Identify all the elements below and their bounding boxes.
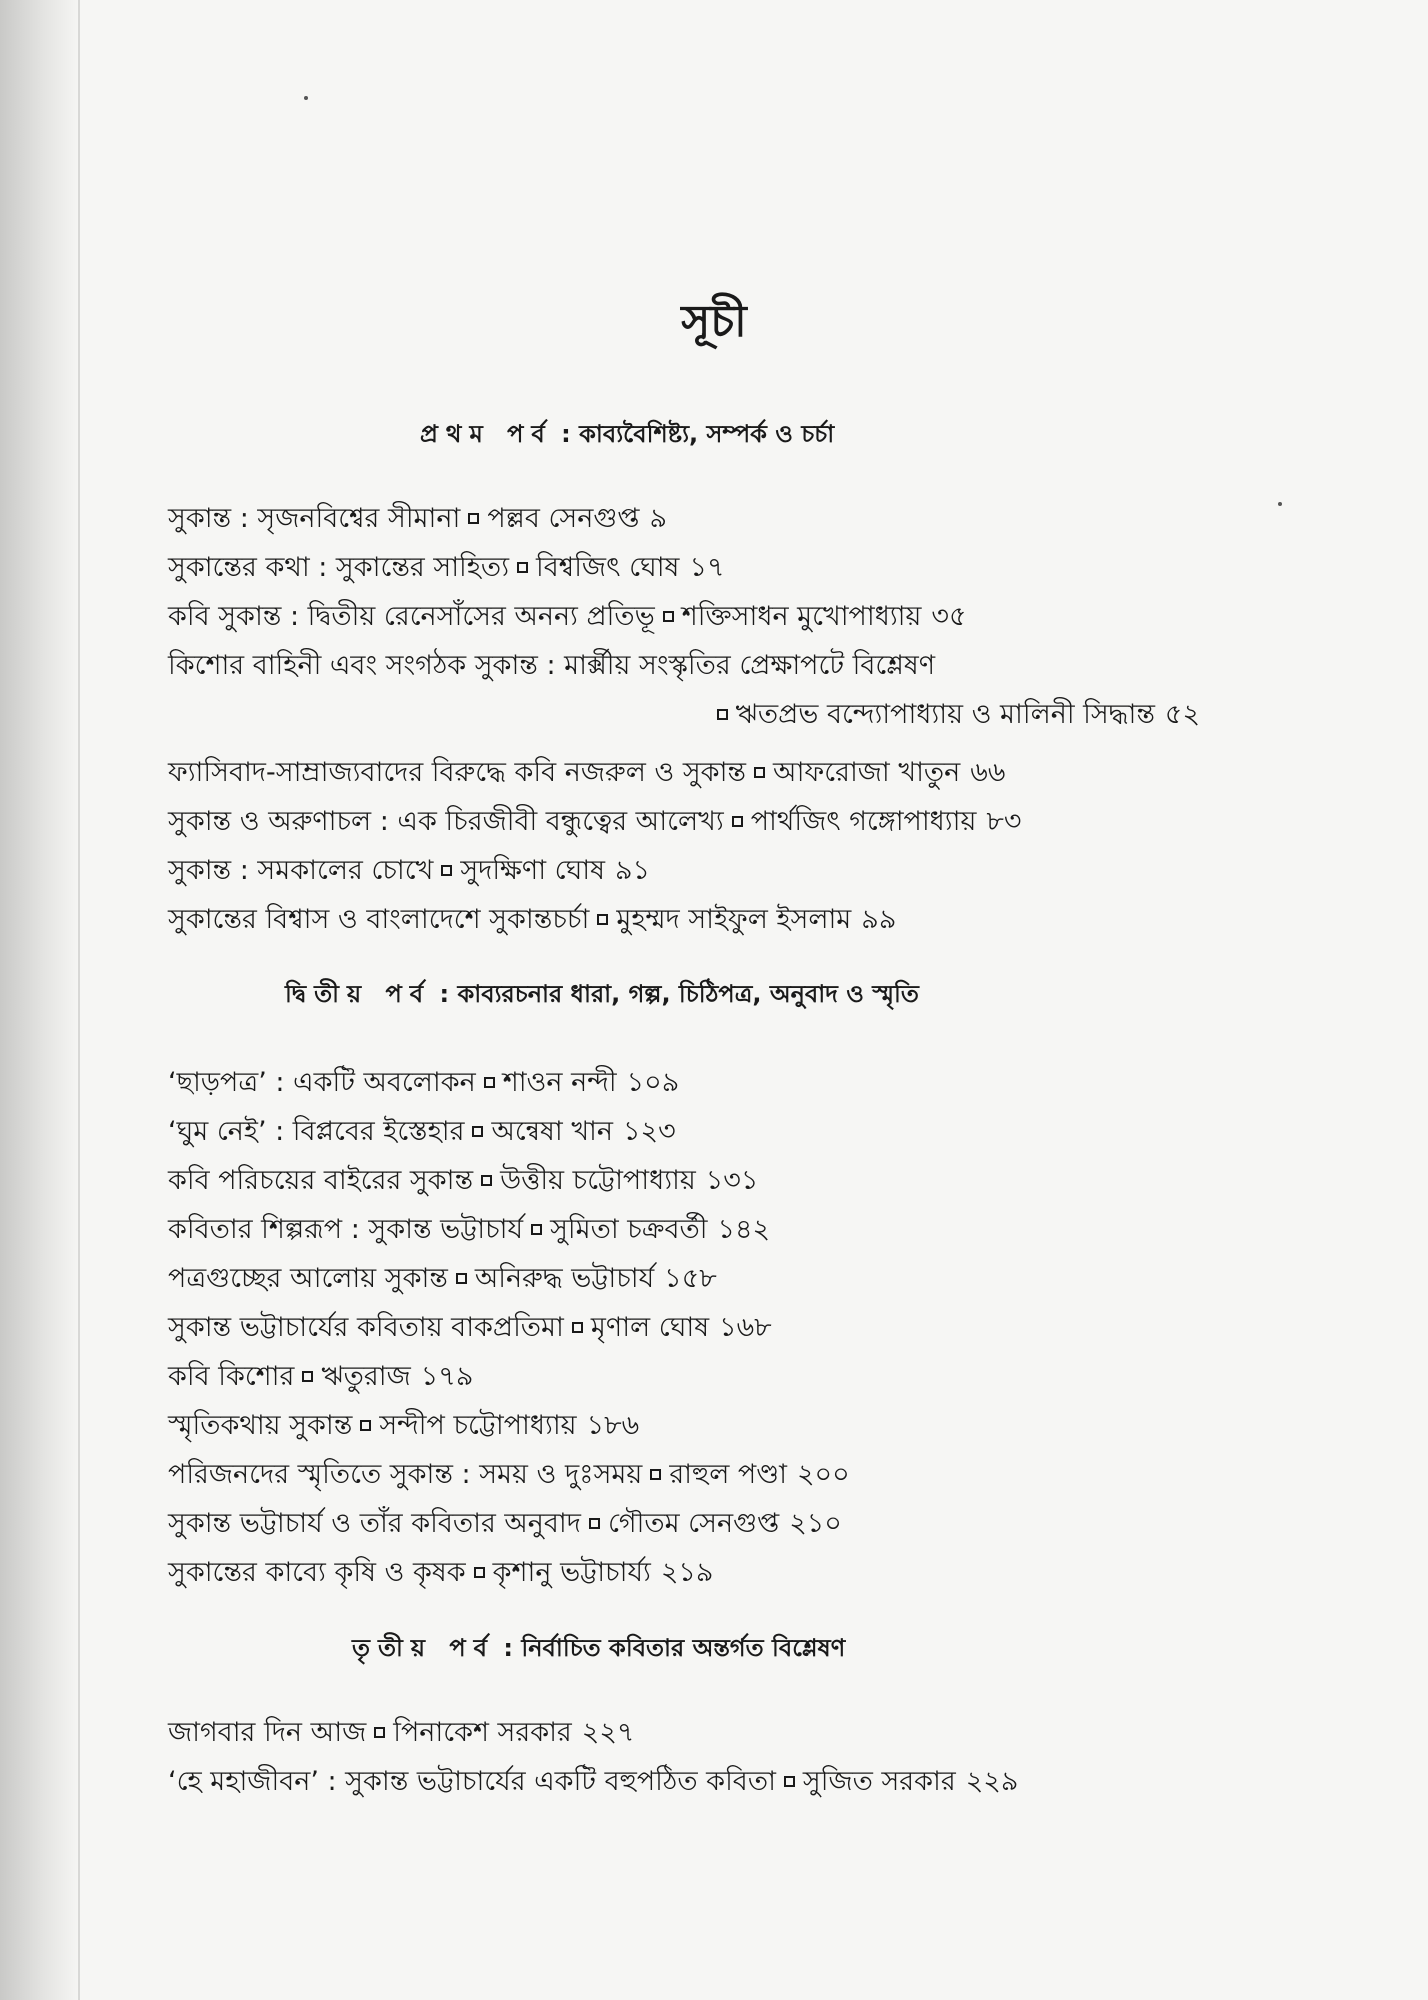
paper-speck [1278,502,1282,506]
toc-entry [168,1761,1018,1806]
toc-entry [168,1503,842,1548]
toc-entry [168,645,935,690]
small-square-icon [441,865,452,876]
entry-author: মৃণাল ঘোষ [590,1312,710,1343]
entry-author: বিশ্বজিৎ ঘোষ [536,552,680,583]
small-square-icon [472,1126,483,1137]
entry-title: কবি পরিচয়ের বাইরের সুকান্ত [168,1165,474,1196]
small-square-icon [597,914,608,925]
small-square-icon [572,1322,583,1333]
section-name: প্রথম পর্ব [420,420,553,448]
entry-page: ১৭৯ [420,1361,474,1392]
entry-title: কবি কিশোর [168,1361,295,1392]
entry-title: কিশোর বাহিনী এবং সংগঠক সুকান্ত : মার্ক্সীয় সংস্কৃতির প্রেক্ষাপটে বিশ্লেষণ [168,650,936,681]
entry-title: সুকান্ত : সৃজনবিশ্বের সীমানা [168,503,461,534]
entry-title: সুকান্ত ও অরুণাচল : এক চিরজীবী বন্ধুত্বের আলেখ্য [168,806,724,837]
entry-page: ৯১ [615,855,651,886]
entry-page: ১৭ [689,552,725,583]
entry-author: মুহম্মদ সাইফুল ইসলাম [616,904,852,935]
toc-entry [168,1712,634,1757]
toc-entry [168,1405,639,1450]
entry-page: ৯৯ [861,904,897,935]
small-square-icon [360,1420,371,1431]
toc-entry [168,547,725,592]
page-title: সূচী [681,296,747,347]
entry-page: ৮৩ [986,806,1022,837]
entry-author: গৌতম সেনগুপ্ত [607,1508,780,1539]
toc-entry [168,1307,772,1352]
small-square-icon [374,1727,385,1738]
entry-page: ২১০ [789,1508,842,1539]
section-name: দ্বিতীয় পর্ব [285,980,432,1008]
entry-title: সুকান্ত ভট্টাচার্য ও তাঁর কবিতার অনুবাদ [168,1508,581,1539]
entry-author: সন্দীপ চট্টোপাধ্যায় [379,1410,577,1441]
entry-title: সুকান্তের বিশ্বাস ও বাংলাদেশে সুকান্তচর্চা [168,904,590,935]
toc-entry [168,899,896,944]
entry-title: স্মৃতিকথায় সুকান্ত [168,1410,353,1441]
small-square-icon [650,1469,661,1480]
entry-author: আফরোজা খাতুন [773,757,961,788]
entry-author: পার্থজিৎ গঙ্গোপাধ্যায় [750,806,977,837]
entry-author: সুজিত সরকার [802,1766,956,1797]
small-square-icon [784,1776,795,1787]
entry-page: ৯ [649,503,668,534]
entry-author: কৃশানু ভট্টাচার্য্য [492,1557,651,1588]
entry-author: অনিরুদ্ধ ভট্টাচার্য [474,1263,655,1294]
entry-title: ‘হে মহাজীবন’ : সুকান্ত ভট্টাচার্যের একটি বহুপঠিত কবিতা [168,1766,776,1797]
toc-entry [168,1454,850,1499]
section-subtitle: কাব্যবৈশিষ্ট্য, সম্পর্ক ও চর্চা [579,420,835,448]
entry-page: ১৮৬ [586,1410,640,1441]
entry-author: সুদক্ষিণা ঘোষ [460,855,606,886]
section-heading-2: দ্বিতীয় পর্ব : কাব্যরচনার ধারা, গল্প, চিঠিপত্র, অনুবাদ ও স্মৃতি [285,980,919,1008]
toc-entry-continuation [709,694,1201,739]
entry-author: উত্তীয় চট্টোপাধ্যায় [500,1165,696,1196]
small-square-icon [481,1175,492,1186]
small-square-icon [732,816,743,827]
entry-title: ‘ঘুম নেই’ : বিপ্লবের ইস্তেহার [168,1116,465,1147]
toc-entry [168,850,650,895]
toc-entry [168,752,1005,797]
entry-title: সুকান্ত ভট্টাচার্যের কবিতায় বাকপ্রতিমা [168,1312,564,1343]
toc-entry [168,1356,473,1401]
toc-entry [168,596,967,641]
entry-page: ১২৩ [623,1116,676,1147]
paper-speck [304,96,308,100]
small-square-icon [531,1224,542,1235]
small-square-icon [474,1567,485,1578]
small-square-icon [517,562,528,573]
small-square-icon [468,513,479,524]
entry-title: কবি সুকান্ত : দ্বিতীয় রেনেসাঁসের অনন্য প্রতিভূ [168,601,655,632]
small-square-icon [589,1518,600,1529]
entry-author: পিনাকেশ সরকার [393,1717,572,1748]
entry-title: সুকান্তের কাব্যে কৃষি ও কৃষক [168,1557,466,1588]
entry-page: ২২৯ [965,1766,1019,1797]
toc-entry [168,1111,676,1156]
entry-page: ৫২ [1164,699,1200,730]
small-square-icon [754,767,765,778]
toc-entry [168,498,667,543]
entry-page: ১৩১ [705,1165,759,1196]
section-subtitle: কাব্যরচনার ধারা, গল্প, চিঠিপত্র, অনুবাদ ও স্মৃতি [457,980,919,1008]
entry-title: সুকান্ত : সমকালের চোখে [168,855,434,886]
entry-page: ৩৫ [931,601,967,632]
entry-author: পল্লব সেনগুপ্ত [487,503,640,534]
entry-page: ৬৬ [970,757,1006,788]
toc-entry [168,1258,717,1303]
entry-title: জাগবার দিন আজ [168,1717,367,1748]
toc-entry [168,1160,758,1205]
entry-author: ঋতুরাজ [321,1361,411,1392]
entry-page: ১৪২ [717,1214,771,1245]
entry-title: কবিতার শিল্পরূপ : সুকান্ত ভট্টাচার্য [168,1214,524,1245]
entry-page: ১০৯ [626,1067,680,1098]
entry-author: রাহুল পণ্ডা [669,1459,787,1490]
entry-author: সুমিতা চক্রবর্তী [550,1214,708,1245]
section-name: তৃতীয় পর্ব [352,1634,496,1662]
entry-page: ১৫৮ [664,1263,717,1294]
entry-title: ফ্যাসিবাদ-সাম্রাজ্যবাদের বিরুদ্ধে কবি নজরুল ও সুকান্ত [168,757,747,788]
entry-title: পরিজনদের স্মৃতিতে সুকান্ত : সময় ও দুঃসময় [168,1459,643,1490]
section-heading-1: প্রথম পর্ব : কাব্যবৈশিষ্ট্য, সম্পর্ক ও চর্চা [420,420,835,448]
small-square-icon [302,1371,313,1382]
toc-entry [168,1209,770,1254]
entry-page: ১৬৮ [719,1312,772,1343]
entry-page: ২২৭ [581,1717,635,1748]
toc-entry [168,1062,679,1107]
entry-page: ২১৯ [660,1557,714,1588]
small-square-icon [717,709,728,720]
section-heading-3: তৃতীয় পর্ব : নির্বাচিত কবিতার অন্তর্গত বিশ্লেষণ [352,1634,846,1662]
entry-author: শাওন নন্দী [502,1067,617,1098]
entry-title: পত্রগুচ্ছের আলোয় সুকান্ত [168,1263,448,1294]
entry-author: ঋতপ্রভ বন্দ্যোপাধ্যায় ও মালিনী সিদ্ধান্ত [735,699,1155,730]
small-square-icon [484,1077,495,1088]
small-square-icon [663,611,674,622]
entry-title: ‘ছাড়পত্র’ : একটি অবলোকন [168,1067,476,1098]
toc-entry [168,801,1021,846]
toc-entry [168,1552,713,1597]
entry-page: ২০০ [796,1459,850,1490]
entry-title: সুকান্তের কথা : সুকান্তের সাহিত্য [168,552,510,583]
small-square-icon [456,1273,467,1284]
section-subtitle: নির্বাচিত কবিতার অন্তর্গত বিশ্লেষণ [521,1634,846,1662]
entry-author: অন্বেষা খান [491,1116,614,1147]
entry-author: শক্তিসাধন মুখোপাধ্যায় [681,601,922,632]
